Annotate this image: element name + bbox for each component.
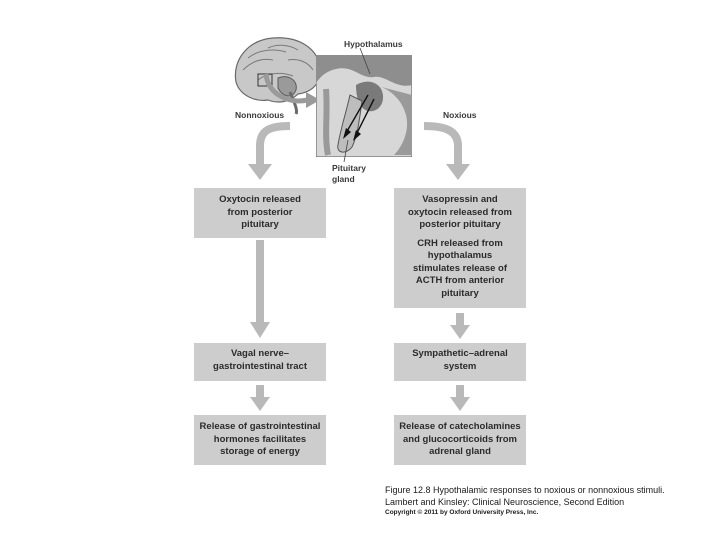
left-long-arrow-icon [250, 240, 270, 340]
copyright-notice: Copyright © 2011 by Oxford University Press, Inc. [385, 509, 539, 516]
nonnoxious-label: Nonnoxious [235, 110, 285, 120]
right-arrow-2-icon [450, 385, 470, 413]
noxious-arrow-icon [420, 122, 480, 184]
left-box-oxytocin-text: Oxytocin released from posterior pituitary [219, 194, 301, 230]
right-box-catecholamines [394, 415, 526, 465]
right-arrow-1-icon [450, 313, 470, 341]
right-box-crh-text: CRH released from hypothalamus stimulates release of ACTH from anterior pituitary [413, 237, 507, 299]
pituitary-gland-label: Pituitary gland [332, 163, 367, 184]
left-box-vagal [194, 343, 326, 381]
left-box-gi-hormones-text: Release of gastrointestinal hormones facilitates storage of energy [199, 421, 321, 457]
left-short-arrow-icon [250, 385, 270, 413]
left-box-oxytocin [194, 188, 326, 238]
right-box-catecholamines-text: Release of catecholamines and glucocorticoids from adrenal gland [399, 421, 521, 457]
right-box-vasopressin-crh [394, 188, 526, 308]
nonnoxious-arrow-icon [240, 122, 300, 184]
hypothalamus-label: Hypothalamus [344, 39, 403, 49]
right-box-vasopressin-text: Vasopressin and oxytocin released from posterior pituitary [407, 194, 512, 230]
label-leader-lines [330, 44, 390, 174]
left-box-gi-hormones [194, 415, 326, 465]
noxious-label: Noxious [443, 110, 477, 120]
right-box-sympathetic [394, 343, 526, 381]
figure-caption-line2: Lambert and Kinsley: Clinical Neuroscience, Second Edition [385, 497, 625, 507]
right-box-sympathetic-text: Sympathetic–adrenal system [412, 348, 508, 372]
zoom-arrow-icon [262, 70, 322, 110]
left-box-vagal-text: Vagal nerve– gastrointestinal tract [213, 348, 307, 372]
figure-caption-line1: Figure 12.8 Hypothalamic responses to noxious or nonnoxious stimuli. [385, 485, 665, 495]
